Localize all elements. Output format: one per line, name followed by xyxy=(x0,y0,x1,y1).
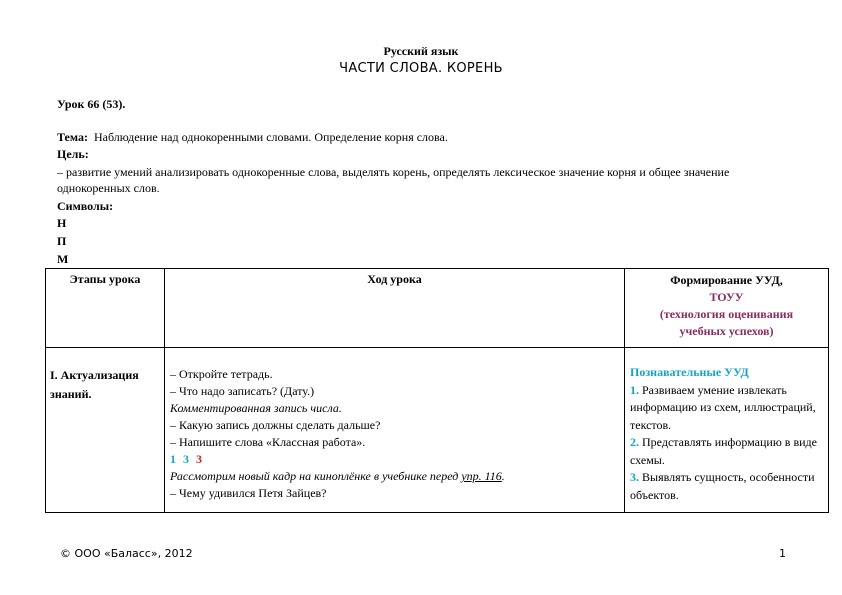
page-title: ЧАСТИ СЛОВА. КОРЕНЬ xyxy=(339,61,503,76)
process-line: – Что надо записать? (Дату.) xyxy=(170,384,315,398)
symbol-m: М xyxy=(57,252,69,266)
topic-label: Тема: xyxy=(57,130,88,144)
header-process: Ход урока xyxy=(165,269,625,348)
period: . xyxy=(501,469,505,483)
lesson-table xyxy=(45,268,829,513)
goal-text: – развитие умений анализировать однокоренные слова, выделять корень, определять лексическое значение корня и общее значение однокоренных слов. xyxy=(57,165,730,195)
uud-item-text: Развиваем умение извлекать информацию из схем, иллюстраций, текстов. xyxy=(630,382,816,432)
symbols-label: Символы: xyxy=(57,199,114,213)
process-line: – Какую запись должны сделать дальше? xyxy=(170,418,381,432)
header-stages: Этапы урока xyxy=(46,269,165,348)
process-line: Комментированная запись числа. xyxy=(170,401,342,415)
uud-item-number: 3. xyxy=(630,470,639,484)
subject-heading: Русский язык xyxy=(383,44,459,58)
stage-cell: I. Актуализация знаний. xyxy=(46,348,165,513)
table-row xyxy=(46,348,829,513)
uud-item xyxy=(630,382,823,435)
number-3-red: 3 xyxy=(196,452,202,466)
uud-item-text: Выявлять сущность, особенности объектов. xyxy=(630,470,815,502)
uud-cell xyxy=(625,348,829,513)
topic-line xyxy=(57,130,448,145)
uud-item xyxy=(630,434,823,469)
uud-item xyxy=(630,469,823,504)
uud-item-number: 1. xyxy=(630,382,639,397)
header-touu-full: (технология оценивания учебных успехов) xyxy=(659,307,794,338)
process-line: – Чему удивился Петя Зайцев? xyxy=(170,486,327,500)
number-3-blue: 3 xyxy=(183,452,189,466)
new-frame-text: Рассмотрим новый кадр на киноплёнке в учебнике перед xyxy=(170,469,462,483)
new-frame-line xyxy=(170,468,619,485)
process-line: – Напишите слова «Классная работа». xyxy=(170,435,366,449)
header-uud xyxy=(625,269,829,348)
header-touu: ТОУУ xyxy=(709,290,744,304)
page-number: 1 xyxy=(779,547,786,560)
number-1: 1 xyxy=(170,452,176,466)
exercise-link: упр. 116 xyxy=(461,469,502,483)
lesson-number: Урок 66 (53). xyxy=(57,97,126,111)
process-line: – Откройте тетрадь. xyxy=(170,367,273,381)
goal-label: Цель: xyxy=(57,147,89,161)
uud-item-number: 2. xyxy=(630,435,639,449)
topic-text: Наблюдение над однокоренными словами. Определение корня слова. xyxy=(93,130,448,144)
table-header-row xyxy=(46,269,829,348)
footer-copyright: © ООО «Баласс», 2012 xyxy=(60,547,193,560)
uud-heading: Познавательные УУД xyxy=(630,365,749,379)
uud-item-text: Представлять информацию в виде схемы. xyxy=(630,435,817,467)
number-sequence xyxy=(170,451,619,468)
symbol-p: П xyxy=(57,234,67,248)
symbol-n: Н xyxy=(57,216,67,230)
header-uud-title: Формирование УУД, xyxy=(670,273,783,287)
process-cell xyxy=(165,348,625,513)
